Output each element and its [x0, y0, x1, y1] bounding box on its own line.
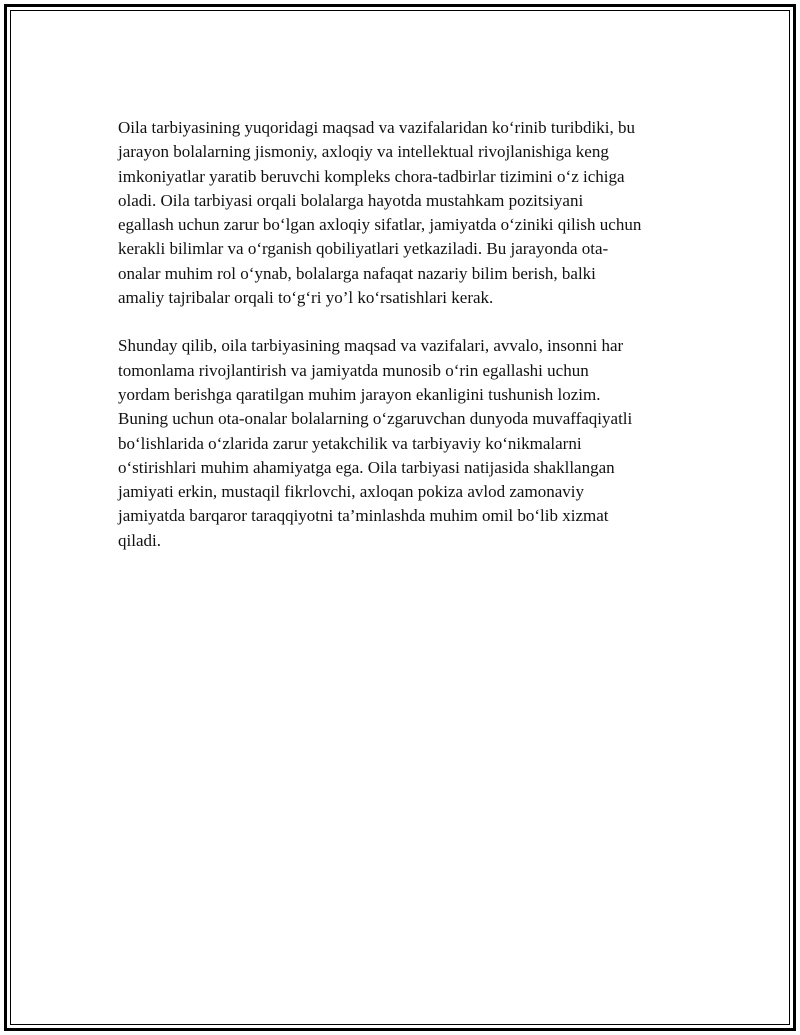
paragraph-1: Oila tarbiyasining yuqoridagi maqsad va vazifalaridan ko‘rinib turibdiki, bu jarayon bolalarning jismoniy, axloqiy va intellektual rivojlanishiga keng imkoniyatlar yaratib beruvchi kompleks chora-tadbirlar tizimini o‘z ichiga oladi. Oila tarbiyasi orqali bolalarga hayotda mustahkam pozitsiyani egallash uchun zarur bo‘lgan axloqiy sifatlar, jamiyatda o‘ziniki qilish uchun kerakli bilimlar va o‘rganish qobiliyatlari yetkaziladi. Bu jarayonda ota- onalar muhim rol o‘ynab, bolalarga nafaqat nazariy bilim berish, balki amaliy tajribalar orqali to‘g‘ri yo’l ko‘rsatishlari kerak.: [118, 118, 642, 308]
document-body: [118, 116, 690, 577]
paragraph-2: Shunday qilib, oila tarbiyasining maqsad va vazifalari, avvalo, insonni har tomonlama rivojlantirish va jamiyatda munosib o‘rin egallashi uchun yordam berishga qaratilgan muhim jarayon ekanligini tushunish lozim. Buning uchun ota-onalar bolalarning o‘zgaruvchan dunyoda muvaffaqiyatli bo‘lishlarida o‘zlarida zarur yetakchilik va tarbiyaviy ko‘nikmalarni o‘stirishlari muhim ahamiyatga ega. Oila tarbiyasi natijasida shakllangan jamiyati erkin, mustaqil fikrlovchi, axloqan pokiza avlod zamonaviy jamiyatda barqaror taraqqiyotni ta’minlashda muhim omil bo‘lib xizmat qiladi.: [118, 336, 633, 550]
